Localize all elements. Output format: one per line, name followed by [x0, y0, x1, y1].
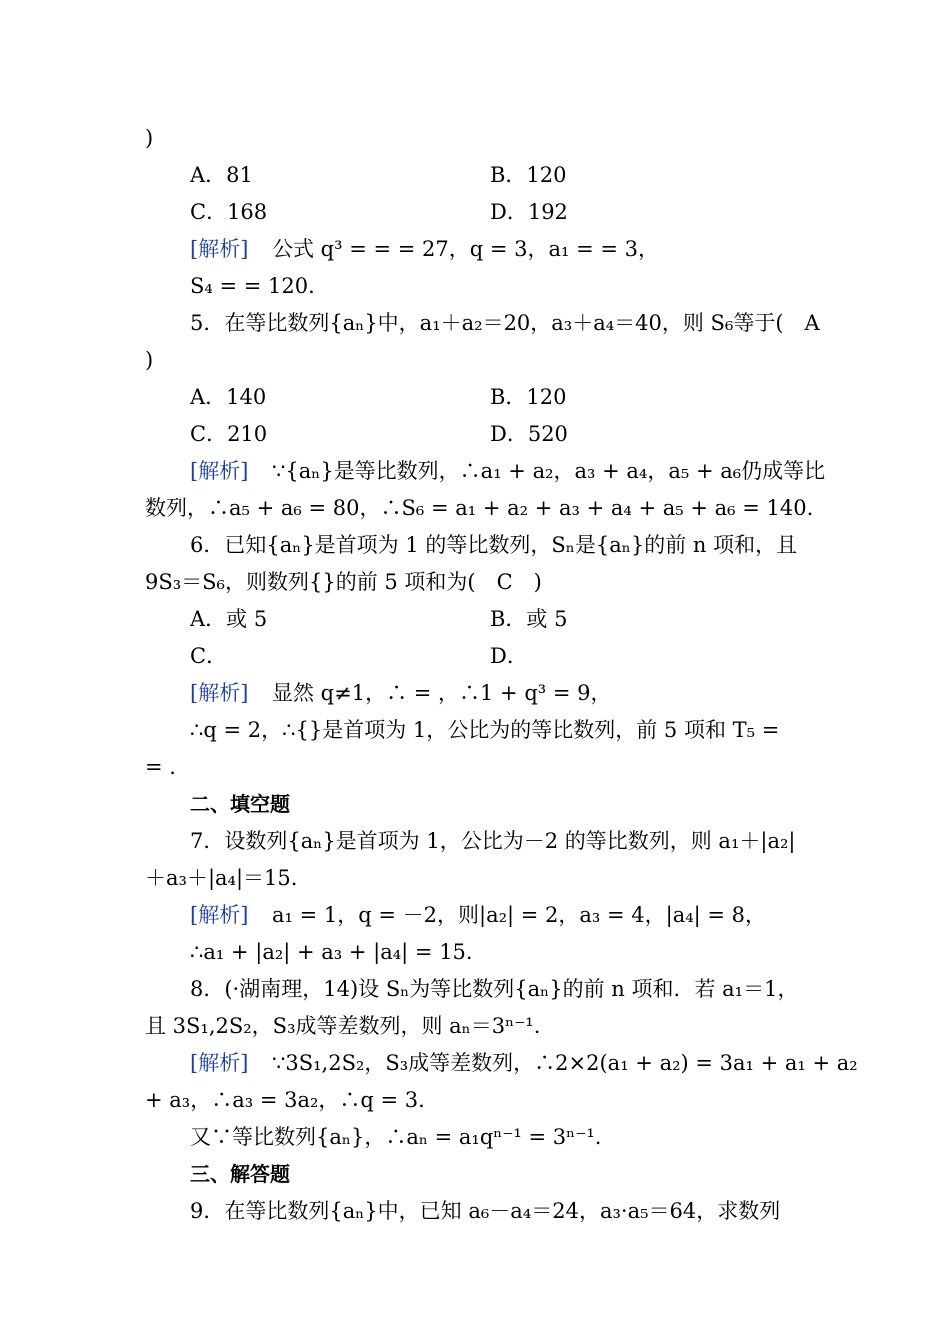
- text-line: 9S₃＝S₆，则数列{}的前 5 项和为( C ): [145, 570, 542, 594]
- option-c: C．: [190, 644, 228, 668]
- text-line: 显然 q≠1，∴ = ，∴1 + q³ = 9，: [272, 681, 612, 705]
- analysis-label: [解析]: [190, 237, 249, 261]
- option-a: A．81: [190, 163, 253, 187]
- text-line: = .: [145, 755, 176, 779]
- option-b: B．或 5: [490, 607, 568, 631]
- question-9: 9．在等比数列{aₙ}中，已知 a₆－a₄＝24，a₃·a₅＝64，求数列: [190, 1199, 781, 1223]
- option-d: D．192: [490, 200, 568, 224]
- text-line: 公式 q³ = = = 27，q = 3，a₁ = = 3，: [272, 237, 660, 261]
- analysis-label: [解析]: [190, 681, 249, 705]
- option-a: A．140: [190, 385, 267, 409]
- option-b: B．120: [490, 163, 567, 187]
- option-c: C．210: [190, 422, 268, 446]
- section-heading: 二、填空题: [190, 792, 290, 816]
- text-line: + a₃，∴a₃ = 3a₂，∴q = 3.: [145, 1088, 425, 1112]
- text-line: a₁ = 1，q = －2，则|a₂| = 2，a₃ = 4，|a₄| = 8，: [272, 903, 767, 927]
- text-line: ＋a₃＋|a₄|＝15.: [145, 866, 298, 890]
- question-7: 7．设数列{aₙ}是首项为 1，公比为－2 的等比数列，则 a₁＋|a₂|: [190, 829, 796, 853]
- text-line: 数列，∴a₅ + a₆ = 80，∴S₆ = a₁ + a₂ + a₃ + a₄ + a₅ + a₆ = 140.: [145, 496, 814, 520]
- option-d: D．: [490, 644, 528, 668]
- text-line: 又∵等比数列{aₙ}，∴aₙ = a₁qⁿ⁻¹ = 3ⁿ⁻¹.: [190, 1125, 602, 1149]
- question-5: 5．在等比数列{aₙ}中，a₁＋a₂＝20，a₃＋a₄＝40，则 S₆等于( A: [190, 311, 820, 335]
- text-line: ): [145, 348, 154, 372]
- text-line: ∴a₁ + |a₂| + a₃ + |a₄| = 15.: [190, 940, 473, 964]
- question-8: 8．(·湖南理，14)设 Sₙ为等比数列{aₙ}的前 n 项和．若 a₁＝1，: [190, 977, 799, 1001]
- question-6: 6．已知{aₙ}是首项为 1 的等比数列，Sₙ是{aₙ}的前 n 项和，且: [190, 533, 798, 557]
- option-b: B．120: [490, 385, 567, 409]
- text-line: ∵{aₙ}是等比数列，∴a₁ + a₂，a₃ + a₄，a₅ + a₆仍成等比: [272, 459, 826, 483]
- text-line: 且 3S₁,2S₂，S₃成等差数列，则 aₙ＝3ⁿ⁻¹.: [145, 1014, 541, 1038]
- section-heading: 三、解答题: [190, 1162, 290, 1186]
- text-line: ): [145, 126, 154, 150]
- analysis-label: [解析]: [190, 1051, 249, 1075]
- text-line: S₄ = = 120.: [190, 274, 315, 298]
- option-a: A．或 5: [190, 607, 268, 631]
- text-line: ∴q = 2，∴{}是首项为 1，公比为的等比数列，前 5 项和 T₅ =: [190, 718, 780, 742]
- option-d: D．520: [490, 422, 568, 446]
- text-line: ∵3S₁,2S₂，S₃成等差数列，∴2×2(a₁ + a₂) = 3a₁ + a₁ + a₂: [272, 1051, 858, 1075]
- analysis-label: [解析]: [190, 459, 249, 483]
- analysis-label: [解析]: [190, 903, 249, 927]
- option-c: C．168: [190, 200, 268, 224]
